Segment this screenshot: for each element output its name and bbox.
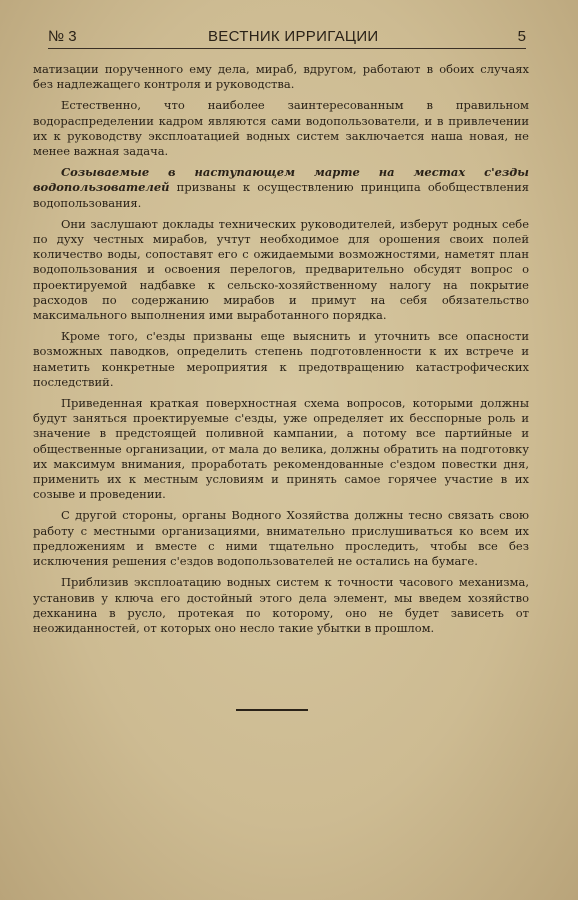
paragraph: Приведенная краткая поверхностная схема вопросов, которыми должны будут заняться проектируемые с'езды, уже определяет их бесспорные роль и значение в предстоящей поливной кампании, а потому все партийные и общественные организации, от мала до велика, должны обратить на подготовку их максимум внимания, проработать рекомендованные с'ездом повестки дня, применить их к местным условиям и принять самое горячее участие в их созыве и проведении. — [33, 396, 529, 502]
journal-title: ВЕСТНИК ИРРИГАЦИИ — [208, 28, 379, 45]
paragraph: Приблизив эксплоатацию водных систем к точности часового механизма, установив у ключа его достойный этого дела элемент, мы введем хозяйство дехканина в русло, протекая по которому, оно не будет зависеть от неожиданностей, от которых оно несло такие убытки в прошлом. — [33, 575, 529, 635]
running-header — [48, 28, 526, 49]
paragraph: Кроме того, с'езды призваны еще выяснить и уточнить все опасности возможных паводков, определить степень подготовленности к их встрече и наметить конкретные мероприятия к предотвращению катастрофических последствий. — [33, 329, 529, 389]
paragraph: Естественно, что наиболее заинтересованным в правильном водораспределении кадром являются сами водопользователи, и в привлечении их к руководству эксплоатацией водных систем заключается наша новая, не менее важная задача. — [33, 98, 529, 159]
page-number: 5 — [517, 28, 526, 45]
issue-number: № 3 — [48, 28, 77, 45]
emphasis-text: Созываемые в наступающем марте на местах с'езды водопользователей — [33, 165, 529, 195]
paragraph — [33, 165, 529, 211]
paragraph-text: призваны к осуществлению принципа обобществления водопользования. — [33, 180, 529, 210]
end-rule — [236, 709, 308, 711]
paragraph: С другой стороны, органы Водного Хозяйства должны тесно связать свою работу с местными организациями, внимательно прислушиваться ко всем их предложениям и вместе с ними тщательно проследить, чтобы все без исключения решения с'ездов водопользователей не остались на бумаге. — [33, 508, 529, 569]
article-body — [33, 62, 529, 642]
paragraph: матизации порученного ему дела, мираб, вдругом, работают в обоих случаях без надлежащего контроля и руководства. — [33, 62, 529, 92]
paragraph: Они заслушают доклады технических руководителей, изберут родных себе по духу честных мирабов, учтут необходимое для орошения своих полей количество воды, сопоставят его с ожидаемыми возможностями, наметят план водопользования и освоения перелогов, предварительно обсудят вопрос о проектируемой надбавке к сельско-хозяйственному налогу на покрытие расходов по содержанию мирабов и примут на себя обязательство максимального выполнения ими выработанного порядка. — [33, 216, 529, 323]
